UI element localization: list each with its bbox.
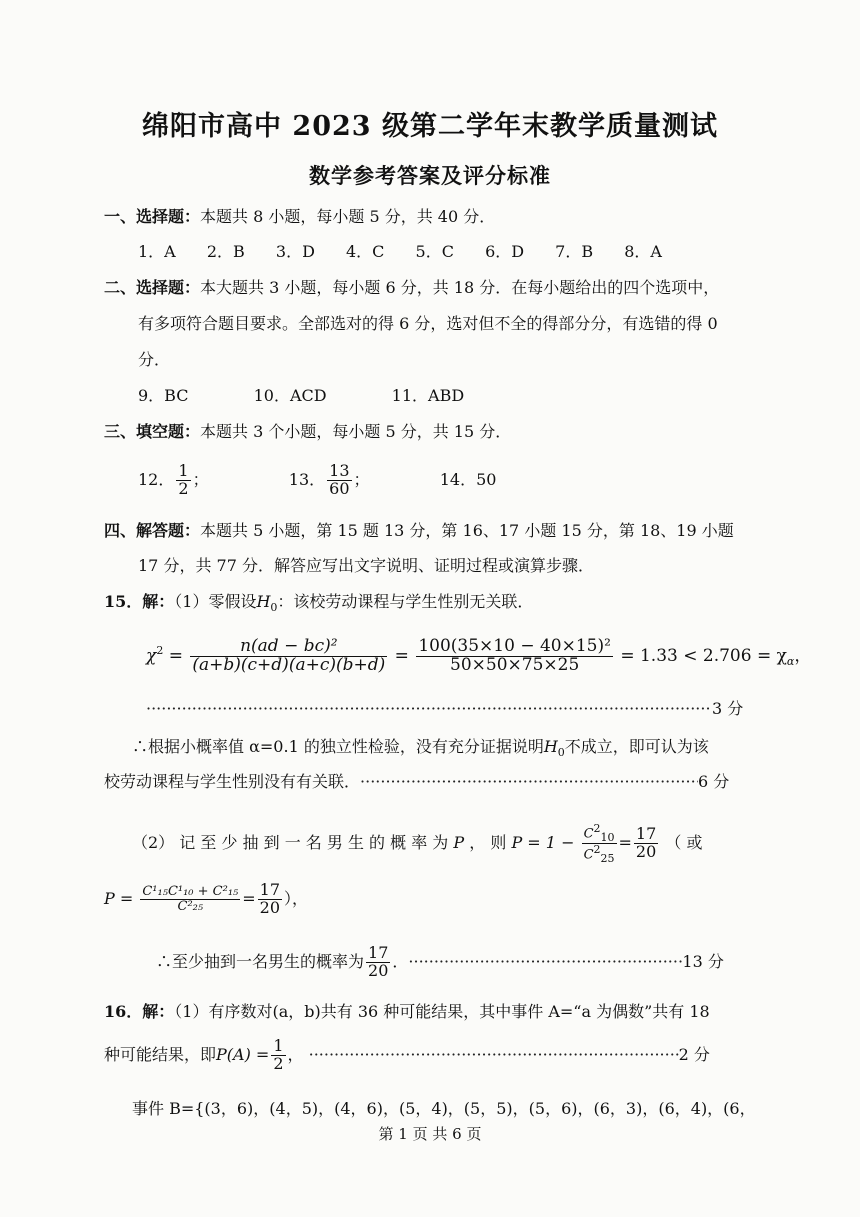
section-2-desc-3: 分． bbox=[138, 350, 171, 369]
score-3: 3 分 bbox=[712, 699, 744, 718]
answer-5: 5．C bbox=[415, 242, 454, 261]
page-subtitle: 数学参考答案及评分标准 bbox=[309, 163, 551, 188]
answer-14: 14．50 bbox=[439, 470, 497, 489]
page-title: 绵阳市高中 2023 级第二学年末教学质量测试 bbox=[142, 111, 718, 142]
section-3-heading: 三、填空题：本题共 3 个小题，每小题 5 分，共 15 分． bbox=[104, 422, 512, 441]
chi-square-general-fraction: $\frac{\text{n(ad − bc)²}}{(a+b)(c+d)(a+c)(b+d)}$ bbox=[192, 636, 386, 675]
q15-final-line: ∴至少抽到一名男生的概率为 $\frac{17}{20}$ ．····· 13 分 bbox=[156, 940, 724, 984]
answer-9: 9．BC bbox=[138, 386, 189, 405]
answer-3: 3．D bbox=[275, 242, 315, 261]
page-footer: 第 1 页 共 6 页 bbox=[378, 1125, 482, 1143]
q15-part1: 15．解：（1）零假设$H_0$：该校劳动课程与学生性别无关联． bbox=[104, 592, 534, 615]
section-4-desc-2: 17 分，共 77 分．解答应写出文字说明、证明过程或演算步骤． bbox=[138, 556, 594, 575]
score-13: 13 分 bbox=[682, 952, 724, 971]
answer-8: 8．A bbox=[624, 242, 662, 261]
score-6: 6 分 bbox=[698, 772, 730, 791]
q15-score-line-1 bbox=[146, 698, 743, 720]
q16-line-3: 事件 B={(3，6)，(4，5)，(4，6)，(5，4)，(5，5)，(5，6)，(6，3)，(6，4)，(6， bbox=[132, 1099, 756, 1118]
section-1-heading: 一、选择题：本题共 8 小题，每小题 5 分，共 40 分． bbox=[104, 207, 496, 226]
answer-11: 11．ABD bbox=[391, 386, 465, 405]
answer-12-fraction: $\frac{1}{2}$ bbox=[178, 461, 189, 498]
q15-part2-line-1: （2） 记 至 少 抽 到 一 名 男 生 的 概 率 为 P ， 则 P = 1 − $\frac{C^2_{10}}{C^2_{25}}$ = $\frac{17}{20}$ （ 或 bbox=[132, 821, 703, 865]
answer-2: 2．B bbox=[206, 242, 245, 261]
answer-7: 7．B bbox=[555, 242, 594, 261]
answer-10: 10．ACD bbox=[253, 386, 327, 405]
section-4-heading: 四、解答题：本题共 5 小题，第 15 题 13 分，第 16、17 小题 15 分，第 18、19 小题 bbox=[104, 521, 734, 540]
chi-square-formula: $\chi^2$ = $\frac{\text{n(ad − bc)²}}{(a+b)(c+d)(a+c)(b+d)}$ = $\frac{\text{100(35×10 − 40×15)²}}{50\times 50\times 75\times 25}$ = $1.33 < 2.706 = \chi_\alpha$， bbox=[146, 636, 812, 675]
chi-square-value-fraction: $\frac{\text{100(35×10 − 40×15)²}}{50\times 50\times 75\times 25}$ bbox=[418, 636, 611, 675]
section-2-desc-2: 有多项符合题目要求。全部选对的得 6 分，选对但不全的得部分分，有选错的得 0 bbox=[138, 314, 718, 333]
q15-part2-line-2: P = $\frac{\text{C¹₁₅C¹₁₀ + C²₁₅}}{\text{C²₂₅}}$ = $\frac{17}{20}$ ）， bbox=[104, 880, 309, 917]
section-1-answers bbox=[138, 241, 662, 263]
q15-conclusion-line-1: ∴根据小概率值 α=0.1 的独立性检验，没有充分证据说明$H_0$不成立，即可认为该 bbox=[132, 737, 709, 760]
section-3-answers: 12． $\frac{1}{2}$ ； 13． $\frac{13}{60}$ ； 14．50 bbox=[138, 461, 497, 498]
answer-6: 6．D bbox=[485, 242, 525, 261]
answer-1: 1．A bbox=[138, 242, 176, 261]
section-2-heading: 二、选择题：本大题共 3 小题，每小题 6 分，共 18 分．在每小题给出的四个选项中， bbox=[104, 278, 720, 297]
q16-line-2: 种可能结果，即P(A) = $\frac{1}{2}$ ， ····· 2 分 bbox=[104, 1033, 710, 1077]
q16-line-1: 16．解：（1）有序数对(a，b)共有 36 种可能结果，其中事件 A=“a 为偶数”共有 18 bbox=[104, 1002, 710, 1021]
score-2: 2 分 bbox=[678, 1045, 710, 1064]
section-2-answers bbox=[138, 385, 464, 407]
q15-conclusion-line-2: 校劳动课程与学生性别没有有关联．····· 6 分 bbox=[104, 771, 729, 793]
answer-4: 4．C bbox=[346, 242, 385, 261]
answer-13-fraction: $\frac{13}{60}$ bbox=[329, 461, 350, 498]
